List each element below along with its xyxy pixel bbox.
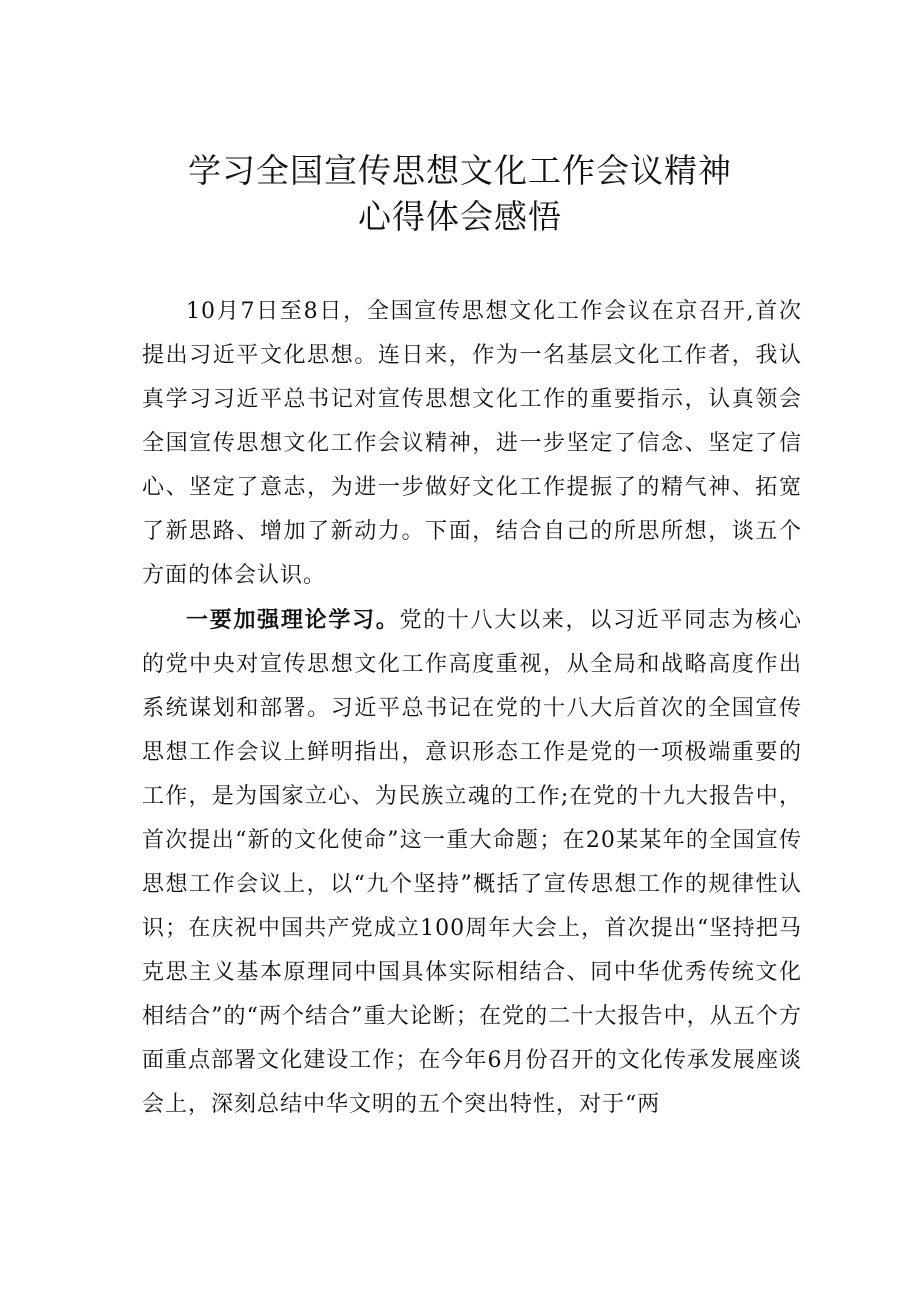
document-title bbox=[120, 148, 800, 240]
paragraph-intro-text: 10月7日至8日，全国宣传思想文化工作会议在京召开,首次提出习近平文化思想。连日来，作为一名基层文化工作者，我认真学习习近平总书记对宣传思想文化工作的重要指示，认真领会全国宣传思想文化工作会议精神，进一步坚定了信念、坚定了信心、坚定了意志，为进一步做好文化工作提振了的精气神、拓宽了新思路、增加了新动力。下面，结合自己的所思所想，谈五个方面的体会认识。 bbox=[142, 299, 802, 588]
title-line-2: 心得体会感悟 bbox=[358, 197, 562, 236]
paragraph-theory-study-text: 党的十八大以来，以习近平同志为核心的党中央对宣传思想文化工作高度重视，从全局和战略高度作出系统谋划和部署。习近平总书记在党的十八大后首次的全国宣传思想工作会议上鲜明指出，意识形态工作是党的一项极端重要的工作，是为国家立心、为民族立魂的工作;在党的十九大报告中，首次提出“新的文化使命”这一重大命题；在20某某年的全国宣传思想工作会议上，以“九个坚持”概括了宣传思想工作的规律性认识；在庆祝中国共产党成立100周年大会上，首次提出“坚持把马克思主义基本原理同中国具体实际相结合、同中华优秀传统文化相结合”的“两个结合”重大论断；在党的二十大报告中，从五个方面重点部署文化建设工作；在今年6月份召开的文化传承发展座谈会上，深刻总结中华文明的五个突出特性，对于“两 bbox=[142, 608, 802, 1117]
document-body bbox=[142, 290, 802, 1127]
paragraph-heading: 一要加强理论学习。 bbox=[186, 607, 400, 633]
paragraph-intro bbox=[142, 290, 802, 598]
paragraph-theory-study bbox=[142, 598, 802, 1127]
title-line-1: 学习全国宣传思想文化工作会议精神 bbox=[188, 151, 732, 190]
